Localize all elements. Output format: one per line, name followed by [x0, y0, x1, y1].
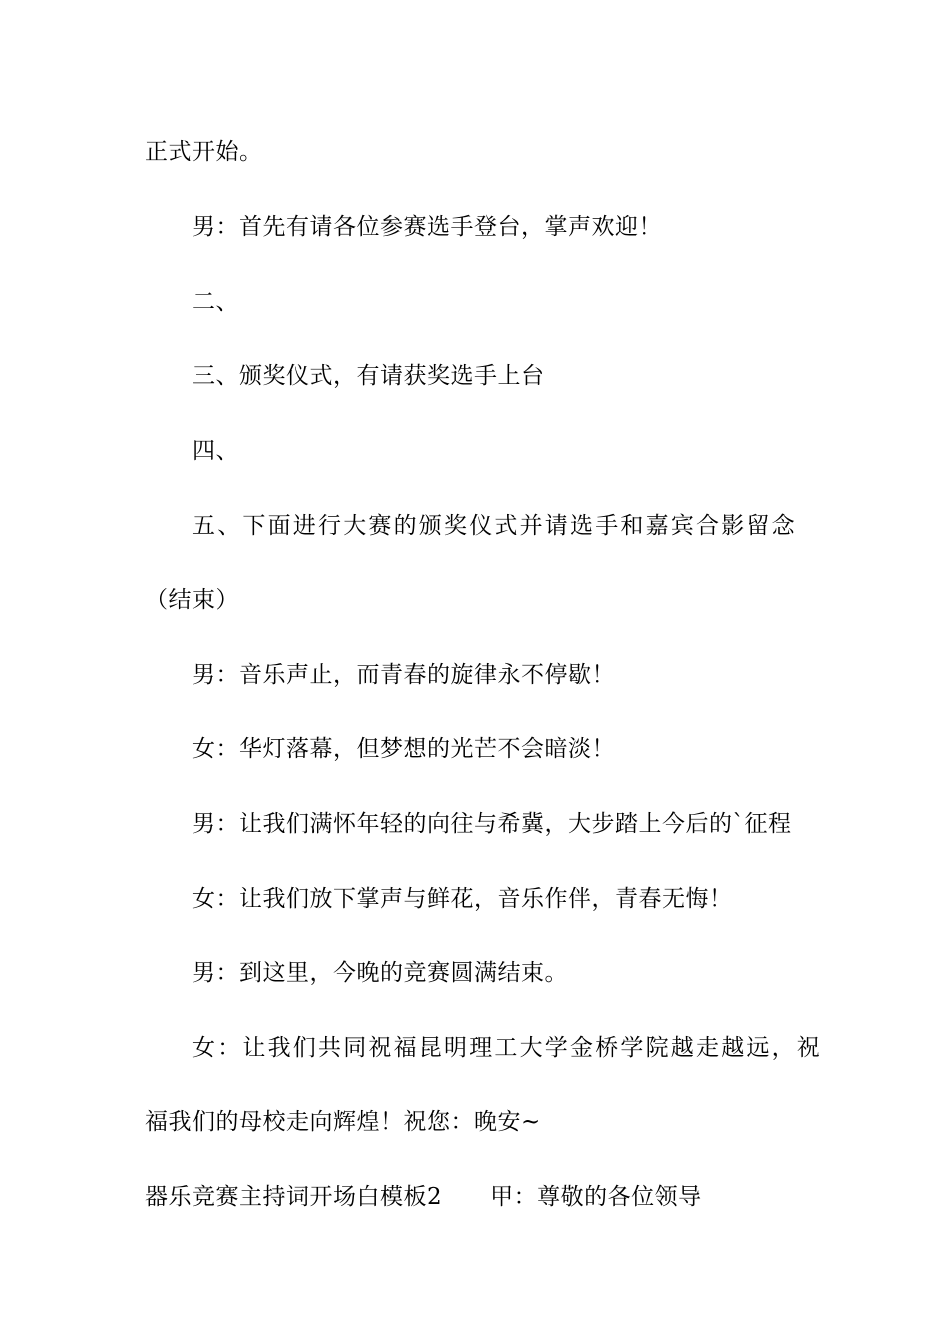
text-line-6: 五、下面进行大赛的颁奖仪式并请选手和嘉宾合影留念: [192, 513, 797, 539]
text-line-4: 三、颁奖仪式，有请获奖选手上台: [192, 363, 545, 389]
text-line-8: 男：音乐声止，而青春的旋律永不停歇！: [192, 662, 615, 688]
text-line-12: 男：到这里，今晚的竞赛圆满结束。: [192, 960, 568, 986]
text-line-5: 四、: [192, 438, 239, 464]
greeting-start: 甲：尊敬的各位领导: [490, 1184, 702, 1210]
text-line-15: [145, 1182, 810, 1212]
text-line-7: （结束）: [145, 587, 239, 613]
template-title: 器乐竞赛主持词开场白模板2: [145, 1184, 443, 1210]
text-line-13: 女：让我们共同祝福昆明理工大学金桥学院越走越远，祝: [192, 1035, 822, 1061]
text-line-2: 男：首先有请各位参赛选手登台，掌声欢迎！: [192, 214, 662, 240]
text-line-10: 男：让我们满怀年轻的向往与希冀，大步踏上今后的`征程: [192, 811, 792, 837]
text-line-11: 女：让我们放下掌声与鲜花，音乐作伴，青春无悔！: [192, 886, 733, 912]
text-line-3: 二、: [192, 289, 239, 315]
text-line-1: 正式开始。: [145, 139, 263, 165]
text-line-9: 女：华灯落幕，但梦想的光芒不会暗淡！: [192, 736, 615, 762]
text-line-14: 福我们的母校走向辉煌！祝您：晚安~: [145, 1109, 541, 1135]
